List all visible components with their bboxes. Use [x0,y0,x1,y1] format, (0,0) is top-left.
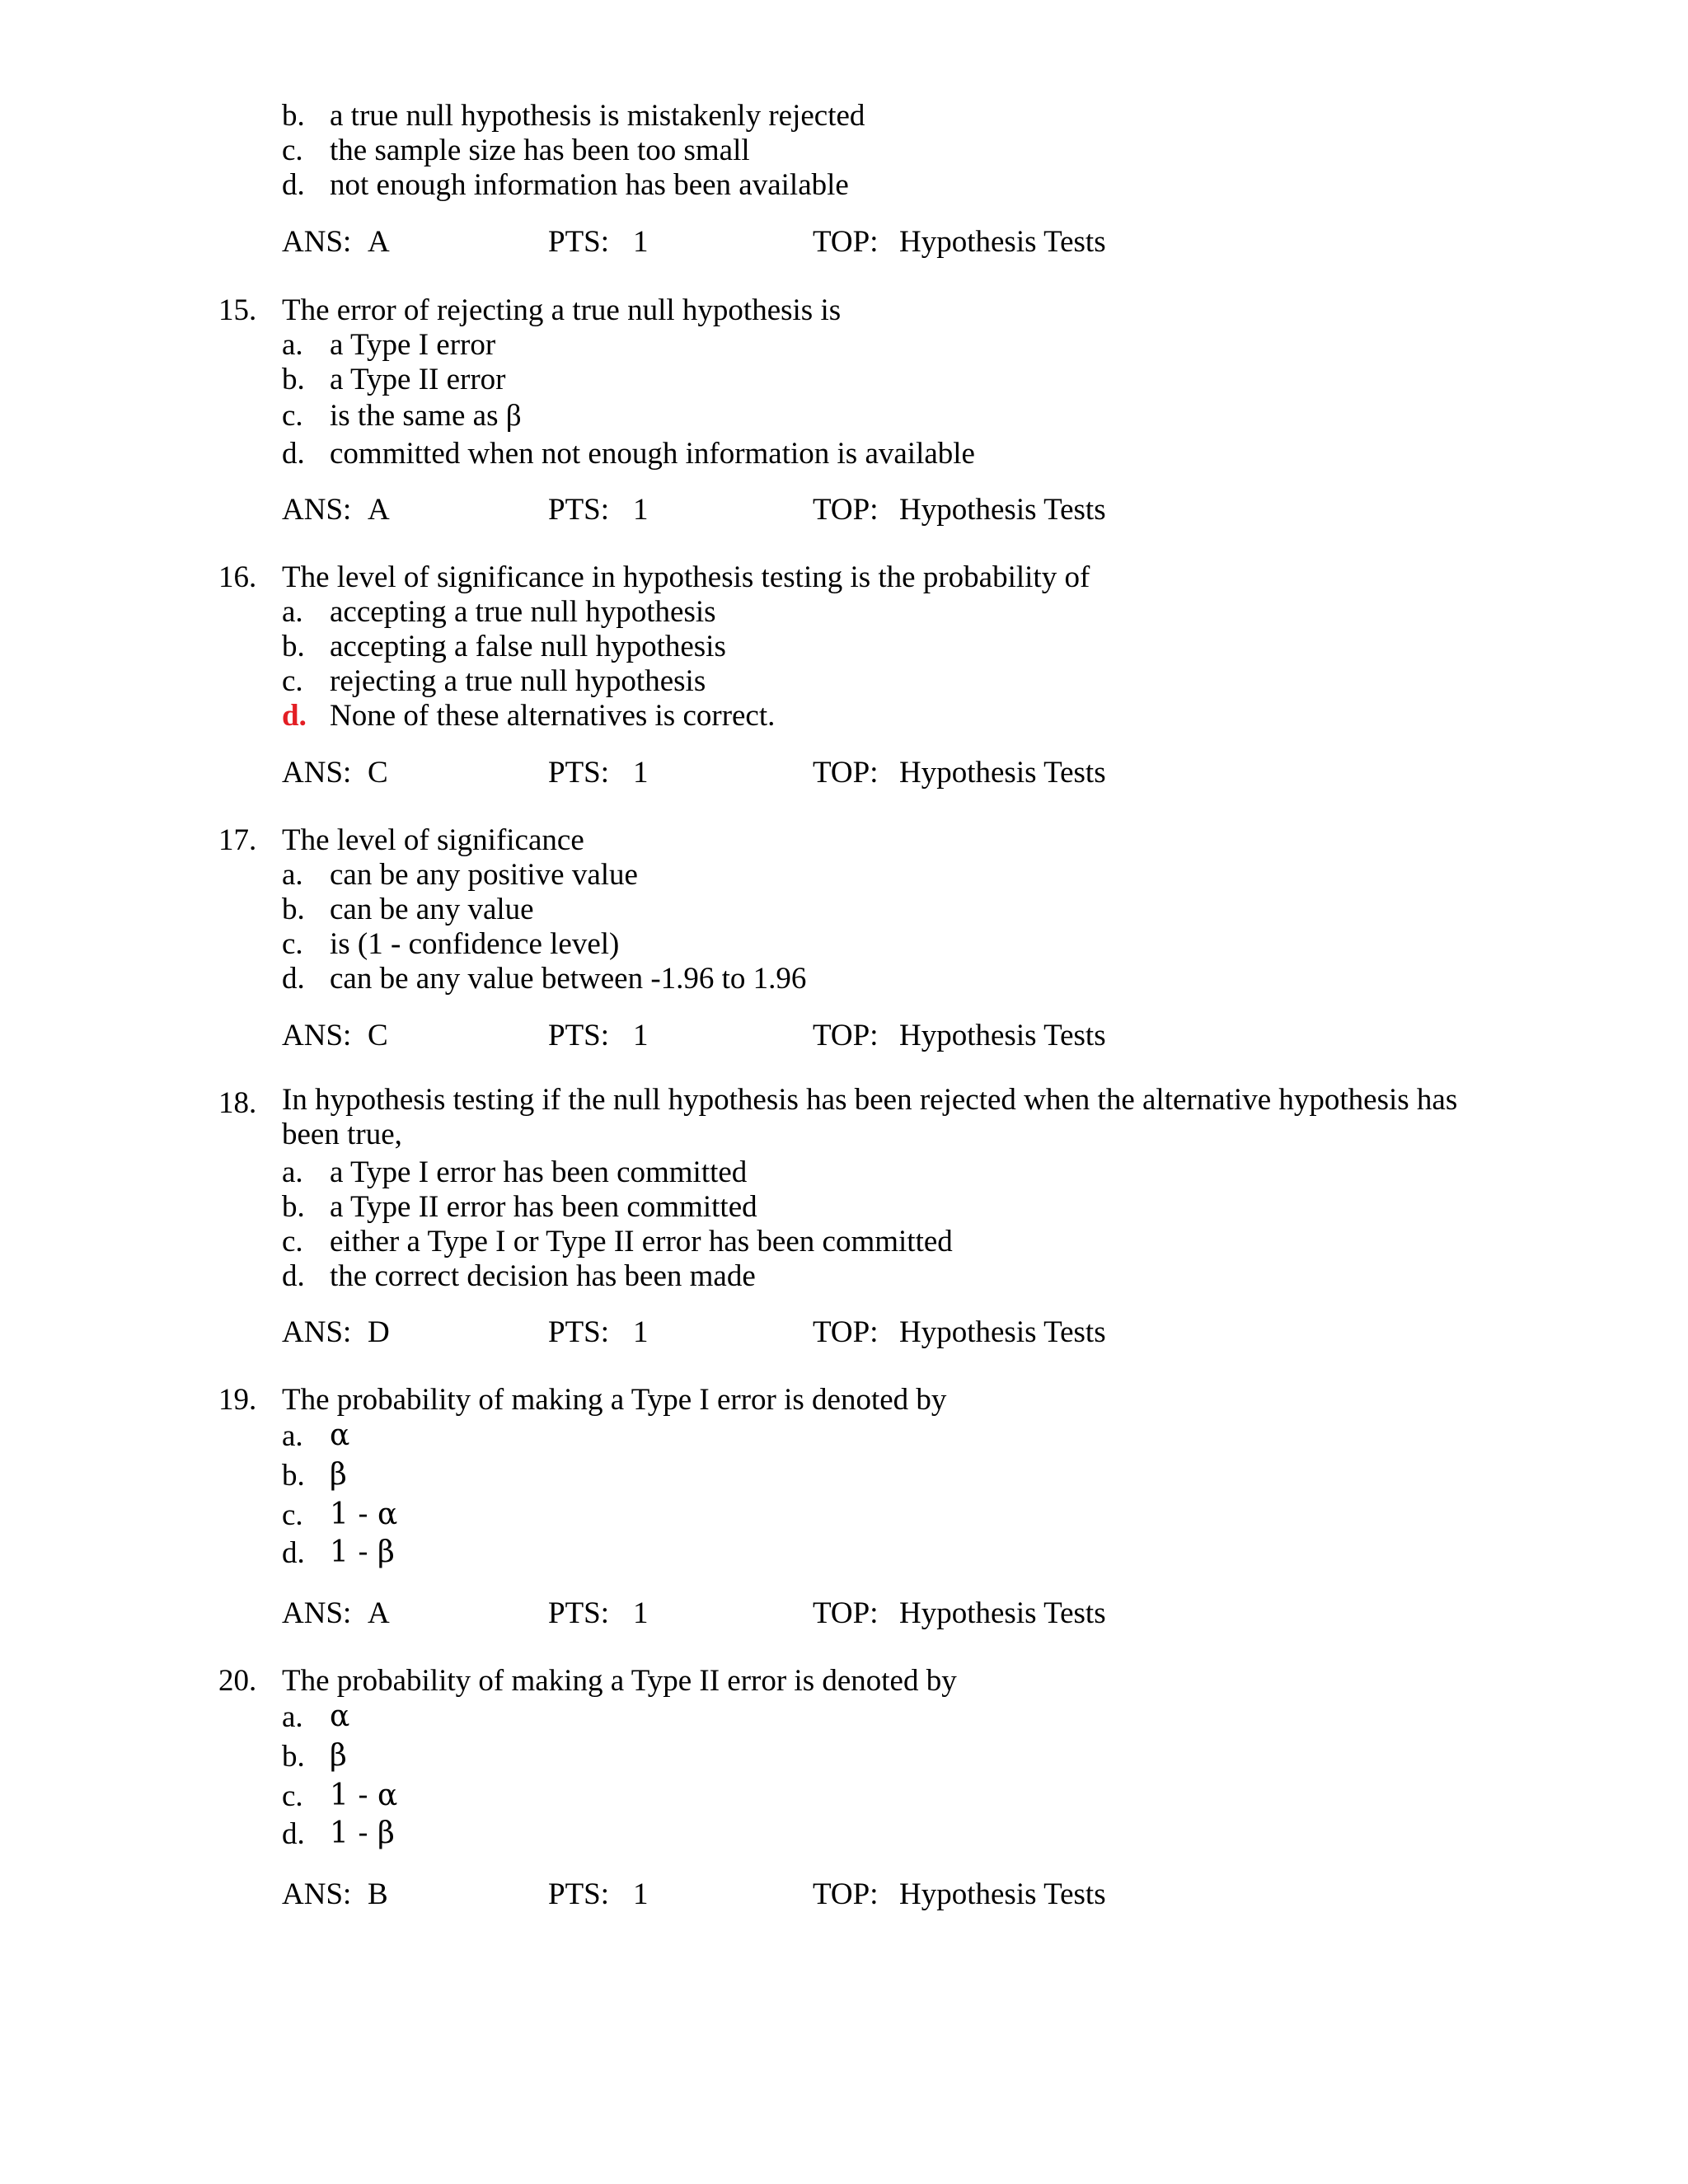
question-text: In hypothesis testing if the null hypothesis has been rejected when the alternative hypothesis has been true, [282,1083,1458,1151]
points-value: 1 [633,1315,649,1349]
points-value: 1 [633,1019,649,1052]
question-text: The probability of making a Type II error is denoted by [282,1664,957,1698]
topic-value: Hypothesis Tests [899,225,1106,259]
answer-value: B [368,1877,388,1911]
question-text: The level of significance [282,823,584,857]
question-text: The probability of making a Type I error is denoted by [282,1383,947,1417]
answer-value: D [368,1315,390,1349]
topic-value: Hypothesis Tests [899,1877,1106,1911]
exam-page: b. a true null hypothesis is mistakenly rejected c. the sample size has been too small d. not enough information has been available ANS: A PTS: 1 TOP: Hypothesis Tests 15. The error of rejecting a true null hypothesis is a. a Type I error b. a Type II error c. is the same as β d. committed when not enough information is available ANS: A PTS: 1 TOP: Hypothesis Tests 16. The level of significance in hypothesis testing is the probability of a. accepting a true null hypothesis b. accepting a false null hypothesis c. rejecting a true null hypothesis d. None of these alternatives is correct. ANS: C PTS: 1 TOP: Hypothesis Tests 17. The level of significance a. can be any positive value b. can be any value c. is (1 - confidence level) d. can be any value between -1.96 to 1.96 ANS: C PTS: 1 TOP: Hypothesis Tests 18. In hypothesis testing if the null hypothesis has been rejected when the alternative hypothesis has been true, a. a Type I error has been committed b. a Type II error has been committed c. either a Type I or Type II error has been committed d. the correct decision has been made ANS: D PTS: 1 TOP: Hypothesis Tests 19. The probability of making a Type I error is denoted by a. α b. β c. 1 - α d. 1 - β ANS: A PTS: 1 TOP: Hypothesis Tests 20. The probability of making a Type II error is denoted by a. α b. β c. 1 - α d. 1 - β ANS: B PTS: 1 TOP: Hypothesis Tests [0,0,1688,2184]
question-number: 19. [218,1383,257,1417]
points-value: 1 [633,756,649,790]
answer-value: A [368,1596,390,1630]
topic-value: Hypothesis Tests [899,493,1106,527]
question-number: 18. [218,1086,257,1120]
question-number: 15. [218,293,257,327]
question-number: 16. [218,560,257,594]
points-value: 1 [633,1596,649,1630]
points-value: 1 [633,493,649,527]
topic-value: Hypothesis Tests [899,1315,1106,1349]
answer-value: C [368,1019,388,1052]
answer-value: C [368,756,388,790]
answer-value: A [368,493,390,527]
question-text: The level of significance in hypothesis testing is the probability of [282,560,1090,594]
question-number: 20. [218,1664,257,1698]
highlighted-option-letter: d. [282,699,307,733]
answer-value: A [368,225,390,259]
question-number: 17. [218,823,257,857]
topic-value: Hypothesis Tests [899,1019,1106,1052]
points-value: 1 [633,225,649,259]
points-value: 1 [633,1877,649,1911]
question-text: The error of rejecting a true null hypothesis is [282,293,842,327]
topic-value: Hypothesis Tests [899,756,1106,790]
topic-value: Hypothesis Tests [899,1596,1106,1630]
